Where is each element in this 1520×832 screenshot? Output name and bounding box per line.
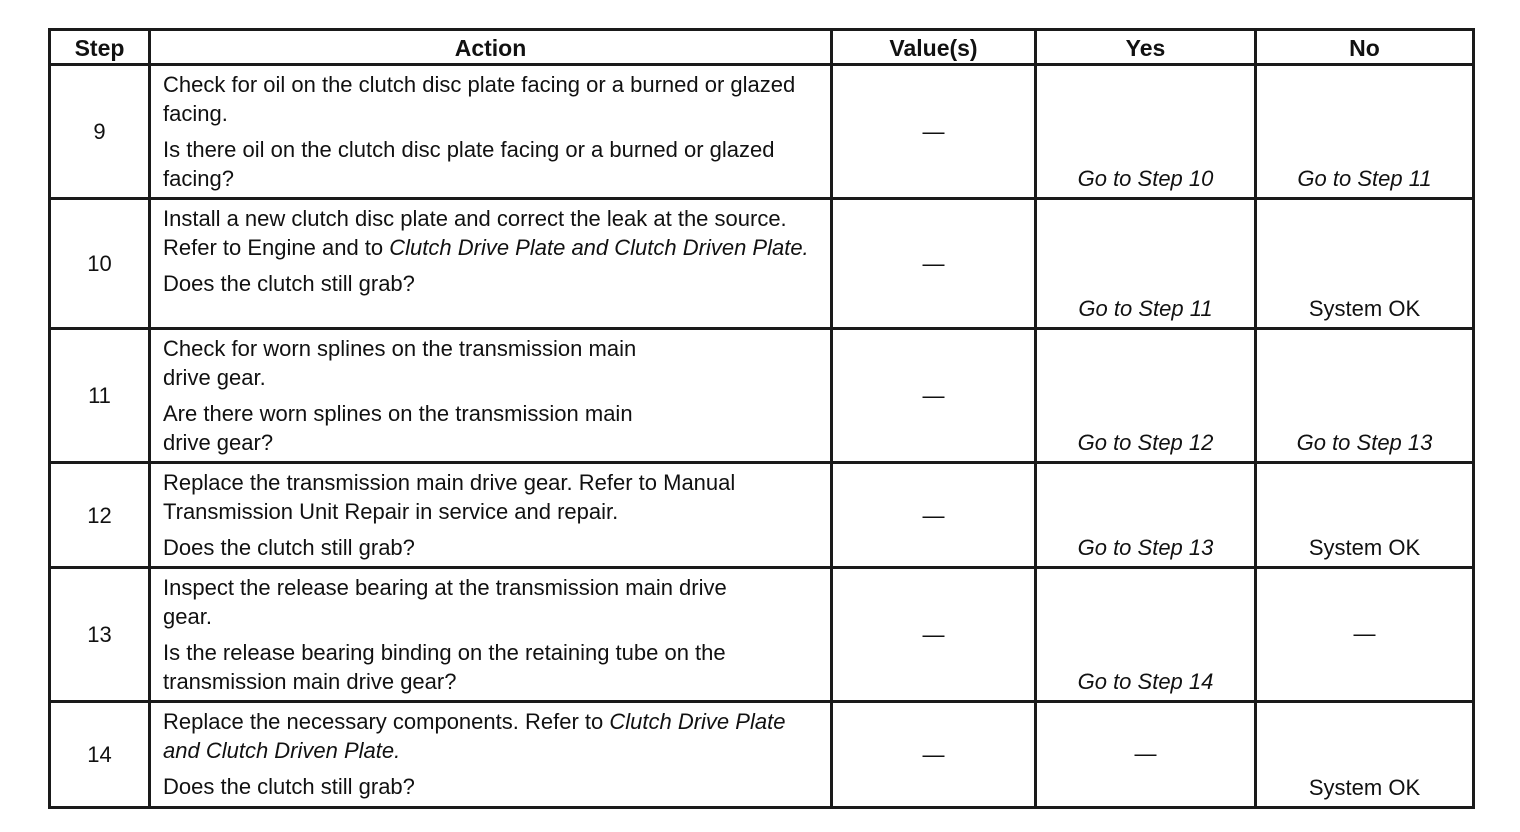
- action-text: Replace the transmission main drive gear. Refer to Manual Transmission Unit Repair in service and repair.: [163, 470, 736, 524]
- action-reference: Clutch Drive Plate and Clutch Driven Plate.: [389, 235, 809, 260]
- diagnostic-table: [48, 28, 1475, 809]
- action-cell: [150, 65, 832, 199]
- header-yes: Yes: [1036, 30, 1256, 65]
- yes-result: Go to Step 12: [1036, 329, 1256, 463]
- table-row: [50, 568, 1474, 702]
- header-action: Action: [150, 30, 832, 65]
- action-text: [163, 204, 822, 262]
- action-reference: Clutch Drive Plate and Clutch Driven Plate.: [163, 709, 786, 763]
- yes-result: Go to Step 10: [1036, 65, 1256, 199]
- table-row: [50, 199, 1474, 329]
- step-number: 12: [50, 463, 150, 568]
- action-question: Is there oil on the clutch disc plate facing or a burned or glazed facing?: [163, 137, 775, 191]
- action-text: Check for worn splines on the transmission main drive gear.: [163, 336, 637, 390]
- action-question: Does the clutch still grab?: [163, 535, 415, 560]
- action-question: Is the release bearing binding on the retaining tube on the transmission main drive gear?: [163, 640, 726, 694]
- action-cell: [150, 199, 832, 329]
- action-text: Check for oil on the clutch disc plate facing or a burned or glazed facing.: [163, 72, 796, 126]
- no-result: System OK: [1256, 702, 1474, 808]
- yes-result: Go to Step 14: [1036, 568, 1256, 702]
- value-cell: —: [832, 329, 1036, 463]
- step-number: 9: [50, 65, 150, 199]
- yes-result: Go to Step 13: [1036, 463, 1256, 568]
- table-row: [50, 702, 1474, 808]
- yes-result: —: [1036, 702, 1256, 808]
- action-cell: [150, 702, 832, 808]
- step-number: 11: [50, 329, 150, 463]
- table-row: [50, 329, 1474, 463]
- no-result: —: [1256, 568, 1474, 702]
- value-cell: —: [832, 463, 1036, 568]
- action-cell: [150, 463, 832, 568]
- no-result: System OK: [1256, 199, 1474, 329]
- step-number: 14: [50, 702, 150, 808]
- no-result: Go to Step 13: [1256, 329, 1474, 463]
- action-question: Does the clutch still grab?: [163, 774, 415, 799]
- table-row: [50, 463, 1474, 568]
- step-number: 10: [50, 199, 150, 329]
- header-values: Value(s): [832, 30, 1036, 65]
- action-text: Inspect the release bearing at the transmission main drive gear.: [163, 575, 727, 629]
- header-step: Step: [50, 30, 150, 65]
- action-question: Does the clutch still grab?: [163, 271, 415, 296]
- table-row: [50, 65, 1474, 199]
- value-cell: —: [832, 568, 1036, 702]
- yes-result: Go to Step 11: [1036, 199, 1256, 329]
- value-cell: —: [832, 702, 1036, 808]
- step-number: 13: [50, 568, 150, 702]
- action-cell: [150, 329, 832, 463]
- value-cell: —: [832, 199, 1036, 329]
- value-cell: —: [832, 65, 1036, 199]
- action-text: [163, 707, 822, 765]
- action-cell: [150, 568, 832, 702]
- action-text-main: Replace the necessary components. Refer to: [163, 709, 610, 734]
- no-result: System OK: [1256, 463, 1474, 568]
- action-question: Are there worn splines on the transmission main drive gear?: [163, 401, 633, 455]
- header-row: [50, 30, 1474, 65]
- action-text-main: Install a new clutch disc plate and correct the leak at the source. Refer to Engine and to: [163, 206, 787, 260]
- header-no: No: [1256, 30, 1474, 65]
- no-result: Go to Step 11: [1256, 65, 1474, 199]
